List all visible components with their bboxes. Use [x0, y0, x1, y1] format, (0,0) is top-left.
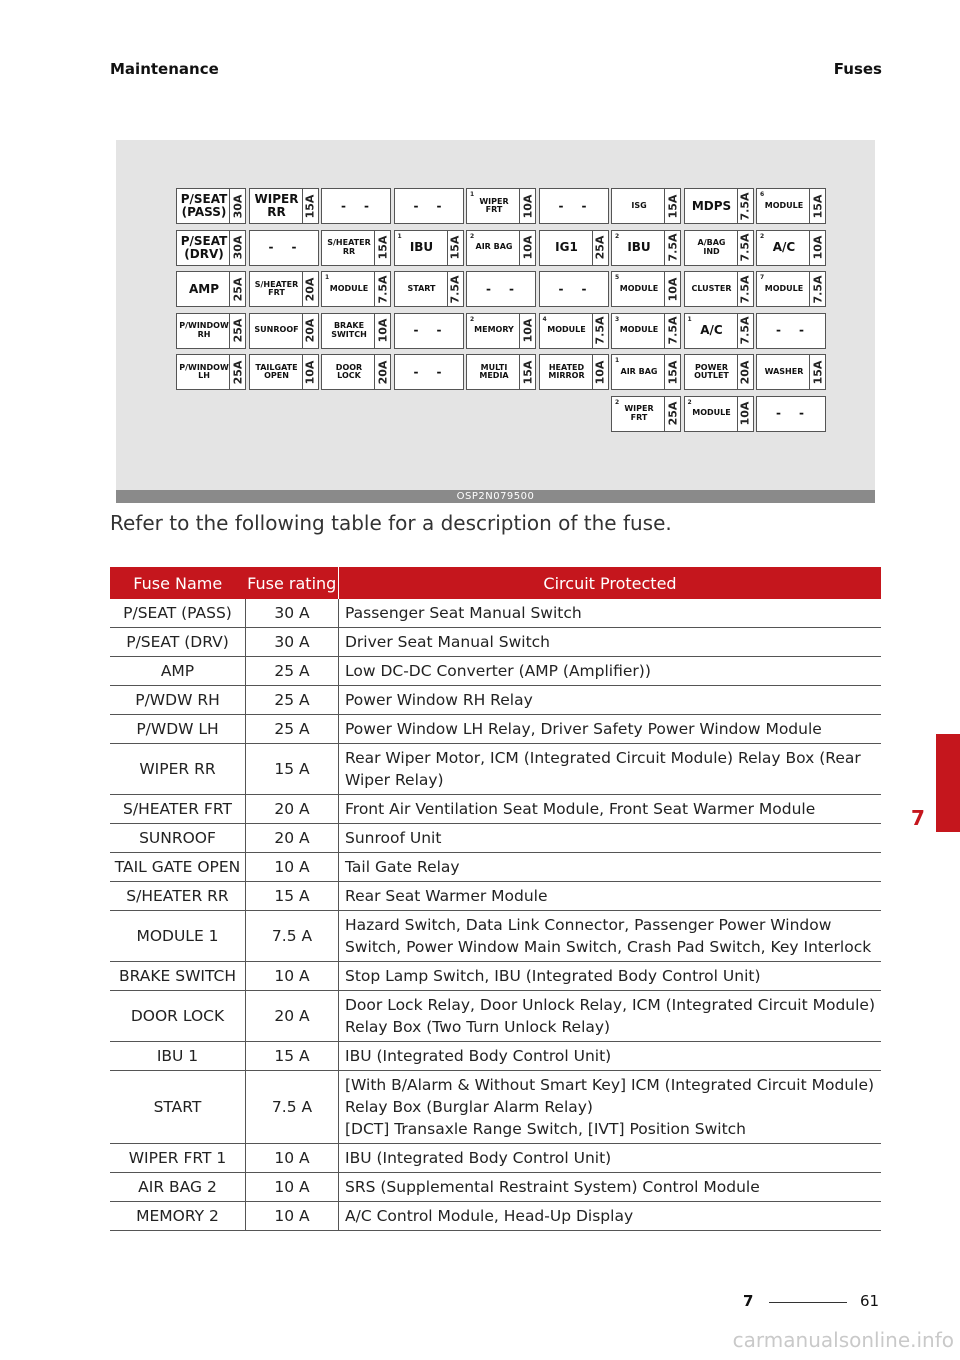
fuse-cell — [684, 271, 754, 307]
table-header-row — [110, 567, 881, 599]
watermark: carmanualsonline.info — [732, 1328, 954, 1352]
cell-fuse-rating: 30 A — [246, 599, 339, 628]
fuse-rating: 25A — [231, 360, 245, 384]
cell-circuit-protected: Power Window LH Relay, Driver Safety Power Window Module — [339, 715, 882, 744]
fuse-table — [110, 567, 881, 1231]
cell-circuit-protected: Tail Gate Relay — [339, 853, 882, 882]
cell-fuse-name: SUNROOF — [110, 824, 246, 853]
fuse-rating-box — [592, 314, 608, 348]
fuse-rating-box — [737, 397, 753, 431]
cell-fuse-rating: 20 A — [246, 991, 339, 1042]
fuse-cell — [684, 354, 754, 390]
fuse-rating-box — [519, 189, 535, 223]
fuse-name: START — [407, 283, 436, 293]
fuse-rating: 7.5A — [738, 275, 752, 303]
fuse-rating-box — [737, 272, 753, 306]
fuse-cell — [611, 230, 681, 266]
cell-fuse-name: MEMORY 2 — [110, 1202, 246, 1231]
cell-circuit-protected: Door Lock Relay, Door Unlock Relay, ICM (Integrated Circuit Module) Relay Box (Two Turn Unlock Relay) — [339, 991, 882, 1042]
fuse-index: 2 — [615, 232, 620, 240]
fuse-name: A/C — [700, 323, 723, 338]
fuse-rating-box — [302, 355, 318, 389]
fuse-rating-box — [374, 355, 390, 389]
fuse-name: MODULE — [619, 325, 659, 335]
fuse-name: S/HEATER FRT — [254, 279, 299, 297]
fuse-index: 6 — [760, 191, 765, 198]
fuse-name: -- — [341, 198, 387, 213]
fuse-name: -- — [558, 198, 605, 213]
fuse-rating: 20A — [376, 360, 390, 384]
cell-circuit-protected: Sunroof Unit — [339, 824, 882, 853]
fuse-rating: 7.5A — [593, 316, 607, 345]
fuse-name: IG1 — [555, 240, 578, 255]
table-row — [110, 1071, 881, 1144]
fuse-rating-box — [809, 231, 825, 265]
fuse-name: P/SEAT (PASS) — [180, 192, 228, 219]
fuse-name: BRAKE SWITCH — [331, 321, 367, 339]
fuse-rating: 10A — [666, 277, 680, 301]
fuse-cell — [466, 230, 536, 266]
cell-fuse-name: P/SEAT (PASS) — [110, 599, 246, 628]
cell-circuit-protected: [With B/Alarm & Without Smart Key] ICM (Integrated Circuit Module) Relay Box (Burglar Alarm Relay) [DCT] Transaxle Range Switch, [IVT] Position Switch — [339, 1071, 882, 1144]
fuse-rating: 15A — [811, 194, 825, 218]
cell-circuit-protected: Driver Seat Manual Switch — [339, 628, 882, 657]
fuse-name: MODULE — [764, 200, 804, 210]
fuse-name: MDPS — [691, 198, 732, 213]
table-row — [110, 853, 881, 882]
cell-fuse-rating: 10 A — [246, 1202, 339, 1231]
fuse-rating-box — [664, 231, 680, 265]
fuse-rating: 7.5A — [811, 275, 824, 303]
fuse-name: POWER OUTLET — [694, 362, 729, 380]
fuse-rating: 10A — [521, 235, 535, 260]
fuse-name: P/WINDOW RH — [179, 321, 229, 339]
fuse-name: -- — [413, 198, 460, 213]
fuse-name: AIR BAG — [475, 242, 513, 252]
cell-fuse-name: WIPER FRT 1 — [110, 1144, 246, 1173]
fuse-index: 2 — [760, 232, 765, 240]
fuse-name: P/SEAT (DRV) — [180, 233, 228, 261]
fuse-name: WIPER FRT — [479, 196, 509, 214]
fuse-cell — [756, 354, 826, 390]
cell-fuse-rating: 15 A — [246, 1042, 339, 1071]
fuse-rating-box — [302, 272, 318, 306]
cell-fuse-name: TAIL GATE OPEN — [110, 853, 246, 882]
table-row — [110, 911, 881, 962]
fuse-rating-box — [519, 314, 535, 348]
fuse-name: IBU — [409, 240, 434, 255]
table-row — [110, 715, 881, 744]
table-row — [110, 1042, 881, 1071]
fuse-name: -- — [486, 281, 532, 296]
header-fuse-rating: Fuse rating — [246, 567, 339, 599]
fuse-rating-box — [737, 231, 753, 265]
fuse-cell — [611, 188, 681, 224]
fuse-rating-box — [229, 355, 245, 389]
cell-fuse-rating: 20 A — [246, 824, 339, 853]
fuse-name: MODULE — [329, 283, 369, 293]
table-row — [110, 599, 881, 628]
chapter-side-number: 7 — [911, 806, 925, 830]
fuse-cell — [321, 230, 391, 266]
fuse-name: -- — [776, 323, 822, 338]
fuse-rating: 25A — [231, 318, 245, 343]
table-row — [110, 1202, 881, 1231]
fuse-rating: 15A — [448, 235, 462, 260]
cell-fuse-rating: 10 A — [246, 962, 339, 991]
fuse-cell — [684, 230, 754, 266]
cell-circuit-protected: Front Air Ventilation Seat Module, Front Seat Warmer Module — [339, 795, 882, 824]
fuse-index: 2 — [470, 232, 475, 240]
fuse-rating-box — [737, 355, 753, 389]
cell-fuse-rating: 20 A — [246, 795, 339, 824]
fuse-index: 5 — [615, 274, 620, 281]
fuse-rating: 7.5A — [448, 275, 462, 303]
fuse-cell — [539, 188, 609, 224]
cell-circuit-protected: Rear Wiper Motor, ICM (Integrated Circuit Module) Relay Box (Rear Wiper Relay) — [339, 744, 882, 795]
fuse-rating-box — [592, 231, 608, 265]
table-row — [110, 962, 881, 991]
fuse-rating-box — [664, 314, 680, 348]
fuse-cell — [394, 188, 464, 224]
fuse-name: MULTI MEDIA — [479, 362, 509, 380]
fuse-name: A/BAG IND — [697, 238, 726, 256]
fuse-cell — [684, 313, 754, 349]
cell-fuse-rating: 7.5 A — [246, 1071, 339, 1144]
fuse-rating: 10A — [738, 401, 752, 426]
footer-page-number: 61 — [860, 1292, 880, 1310]
fuse-rating: 30A — [231, 235, 245, 260]
fuse-cell — [539, 271, 609, 307]
fuse-name: AIR BAG — [620, 366, 658, 376]
fuse-index: 1 — [397, 232, 402, 240]
cell-fuse-rating: 7.5 A — [246, 911, 339, 962]
fuse-cell — [611, 354, 681, 390]
table-row — [110, 795, 881, 824]
fuse-cell — [249, 313, 319, 349]
fuse-rating-box — [519, 355, 535, 389]
fuse-name: AMP — [188, 281, 220, 296]
cell-fuse-name: DOOR LOCK — [110, 991, 246, 1042]
fuse-rating: 15A — [376, 235, 390, 260]
chapter-side-tab — [936, 734, 960, 832]
fuse-index: 2 — [470, 315, 475, 323]
fuse-rating-box — [229, 272, 245, 306]
fuse-rating: 10A — [811, 235, 825, 260]
fuse-cell — [611, 313, 681, 349]
cell-fuse-rating: 10 A — [246, 853, 339, 882]
fuse-rating: 10A — [593, 360, 607, 384]
fuse-cell — [684, 188, 754, 224]
cell-fuse-name: MODULE 1 — [110, 911, 246, 962]
fuse-box-diagram — [116, 140, 875, 503]
cell-fuse-name: AIR BAG 2 — [110, 1173, 246, 1202]
fuse-cell — [756, 188, 826, 224]
fuse-rating: 15A — [666, 194, 680, 218]
cell-circuit-protected: IBU (Integrated Body Control Unit) — [339, 1144, 882, 1173]
fuse-rating-box — [809, 355, 825, 389]
cell-circuit-protected: Hazard Switch, Data Link Connector, Passenger Power Window Switch, Power Window Main Switch, Crash Pad Switch, Key Interlock — [339, 911, 882, 962]
table-row — [110, 1173, 881, 1202]
section-title: Maintenance — [110, 60, 219, 78]
fuse-cell — [394, 313, 464, 349]
cell-circuit-protected: Passenger Seat Manual Switch — [339, 599, 882, 628]
fuse-name: -- — [413, 323, 460, 338]
fuse-rating-box — [374, 272, 390, 306]
fuse-rating-box — [447, 231, 463, 265]
fuse-rating: 15A — [811, 360, 825, 384]
fuse-rating: 15A — [666, 360, 680, 384]
cell-fuse-name: S/HEATER FRT — [110, 795, 246, 824]
fuse-rating: 7.5A — [738, 233, 752, 262]
fuse-name: MODULE — [619, 283, 659, 293]
fuse-rating: 7.5A — [738, 192, 752, 220]
cell-circuit-protected: Power Window RH Relay — [339, 686, 882, 715]
fuse-cell — [394, 230, 464, 266]
fuse-cell — [176, 354, 246, 390]
fuse-rating-box — [664, 189, 680, 223]
fuse-name: DOOR LOCK — [335, 362, 363, 380]
cell-fuse-name: WIPER RR — [110, 744, 246, 795]
fuse-rating: 7.5A — [376, 275, 389, 303]
fuse-rating-box — [809, 189, 825, 223]
footer-divider — [769, 1302, 847, 1303]
fuse-cell — [321, 271, 391, 307]
fuse-cell — [756, 313, 826, 349]
table-row — [110, 991, 881, 1042]
fuse-name: MODULE — [692, 408, 731, 418]
fuse-rating: 25A — [593, 235, 607, 260]
fuse-name: SUNROOF — [254, 325, 299, 335]
cell-fuse-rating: 10 A — [246, 1173, 339, 1202]
fuse-rating-box — [664, 355, 680, 389]
fuse-rating: 15A — [521, 360, 535, 384]
fuse-rating-box — [809, 272, 825, 306]
fuse-index: 4 — [542, 315, 547, 323]
fuse-cell — [684, 396, 754, 432]
fuse-cell — [756, 396, 826, 432]
fuse-rating-box — [229, 314, 245, 348]
fuse-name: A/C — [772, 240, 796, 255]
fuse-name: WIPER FRT — [624, 404, 654, 422]
fuse-rating-box — [374, 231, 390, 265]
cell-fuse-rating: 25 A — [246, 657, 339, 686]
fuse-rating: 7.5A — [666, 233, 679, 262]
header-fuse-name: Fuse Name — [110, 567, 246, 599]
cell-fuse-name: S/HEATER RR — [110, 882, 246, 911]
fuse-rating-box — [737, 314, 753, 348]
fuse-rating: 10A — [376, 318, 390, 343]
fuse-cell — [176, 230, 246, 266]
fuse-index: 7 — [760, 274, 765, 281]
fuse-cell — [394, 354, 464, 390]
fuse-index: 3 — [615, 315, 620, 323]
fuse-rating-box — [447, 272, 463, 306]
footer-chapter: 7 — [743, 1292, 754, 1310]
fuse-rating-box — [664, 397, 680, 431]
fuse-name: TAILGATE OPEN — [255, 362, 298, 380]
fuse-rating-box — [664, 272, 680, 306]
fuse-cell — [611, 396, 681, 432]
cell-fuse-name: P/WDW RH — [110, 686, 246, 715]
table-row — [110, 628, 881, 657]
fuse-name: -- — [558, 281, 605, 296]
fuse-rating-box — [302, 189, 318, 223]
fuse-cell — [249, 271, 319, 307]
fuse-cell — [176, 188, 246, 224]
intro-text: Refer to the following table for a description of the fuse. — [110, 511, 672, 535]
fuse-name: WASHER — [764, 366, 804, 376]
cell-fuse-rating: 10 A — [246, 1144, 339, 1173]
diagram-ref-code: OSP2N079500 — [116, 490, 875, 503]
fuse-name: CLUSTER — [691, 283, 732, 293]
fuse-cell — [756, 230, 826, 266]
fuse-cell — [394, 271, 464, 307]
cell-fuse-rating: 15 A — [246, 744, 339, 795]
fuse-rating: 10A — [521, 318, 535, 343]
cell-fuse-name: BRAKE SWITCH — [110, 962, 246, 991]
fuse-name: P/WINDOW LH — [179, 362, 229, 380]
cell-fuse-name: P/WDW LH — [110, 715, 246, 744]
fuse-index: 1 — [325, 274, 330, 281]
cell-fuse-rating: 25 A — [246, 715, 339, 744]
cell-fuse-rating: 15 A — [246, 882, 339, 911]
fuse-cell — [249, 354, 319, 390]
fuse-rating-box — [229, 231, 245, 265]
fuse-cell — [176, 313, 246, 349]
fuse-name: IBU — [627, 240, 651, 255]
fuse-rating: 7.5A — [666, 316, 679, 345]
fuse-name: -- — [268, 240, 315, 255]
fuse-cell — [176, 271, 246, 307]
fuse-rating-box — [229, 189, 245, 223]
fuse-index: 2 — [687, 398, 692, 406]
fuse-cell — [321, 188, 391, 224]
table-row — [110, 882, 881, 911]
fuse-index: 2 — [615, 398, 620, 406]
fuse-rating-box — [374, 314, 390, 348]
fuse-rating-box — [302, 314, 318, 348]
fuse-index: 1 — [687, 315, 692, 323]
cell-circuit-protected: Low DC-DC Converter (AMP (Amplifier)) — [339, 657, 882, 686]
fuse-rating: 20A — [738, 360, 752, 384]
fuse-cell — [321, 313, 391, 349]
fuse-name: MODULE — [764, 283, 804, 293]
cell-circuit-protected: A/C Control Module, Head-Up Display — [339, 1202, 882, 1231]
fuse-index: 1 — [615, 357, 620, 364]
fuse-cell — [249, 230, 319, 266]
fuse-rating: 20A — [303, 277, 317, 301]
fuse-cell — [466, 188, 536, 224]
fuse-cell — [756, 271, 826, 307]
table-row — [110, 686, 881, 715]
cell-circuit-protected: Stop Lamp Switch, IBU (Integrated Body Control Unit) — [339, 962, 882, 991]
table-row — [110, 1144, 881, 1173]
fuse-name: -- — [776, 406, 822, 421]
cell-fuse-name: IBU 1 — [110, 1042, 246, 1071]
cell-circuit-protected: Rear Seat Warmer Module — [339, 882, 882, 911]
fuse-rating: 25A — [666, 401, 680, 426]
cell-circuit-protected: SRS (Supplemental Restraint System) Control Module — [339, 1173, 882, 1202]
fuse-name: ISG — [631, 200, 647, 210]
fuse-index: 1 — [470, 191, 475, 198]
header-circuit-protected: Circuit Protected — [339, 567, 882, 599]
fuse-name: MEMORY — [474, 325, 514, 335]
fuse-rating: 30A — [231, 194, 245, 218]
fuse-cell — [466, 313, 536, 349]
fuse-rating: 25A — [231, 277, 245, 301]
fuse-cell — [466, 271, 536, 307]
fuse-rating: 7.5A — [738, 316, 752, 345]
cell-fuse-name: START — [110, 1071, 246, 1144]
fuse-rating: 10A — [303, 360, 317, 384]
cell-fuse-rating: 25 A — [246, 686, 339, 715]
fuse-rating: 15A — [303, 194, 317, 218]
fuse-name: -- — [413, 364, 460, 379]
fuse-rating: 10A — [521, 194, 535, 218]
fuse-cell — [249, 188, 319, 224]
fuse-cell — [611, 271, 681, 307]
cell-fuse-rating: 30 A — [246, 628, 339, 657]
fuse-cell — [539, 313, 609, 349]
fuse-name: WIPER RR — [254, 192, 299, 219]
table-row — [110, 657, 881, 686]
fuse-rating: 20A — [303, 318, 317, 343]
fuse-cell — [466, 354, 536, 390]
fuse-name: MODULE — [547, 325, 586, 335]
table-row — [110, 824, 881, 853]
fuse-rating-box — [519, 231, 535, 265]
fuse-cell — [539, 354, 609, 390]
topic-title: Fuses — [833, 60, 882, 78]
fuse-name: S/HEATER RR — [327, 238, 371, 256]
fuse-name: HEATED MIRROR — [548, 362, 585, 380]
fuse-cell — [539, 230, 609, 266]
fuse-cell — [321, 354, 391, 390]
cell-circuit-protected: IBU (Integrated Body Control Unit) — [339, 1042, 882, 1071]
cell-fuse-name: AMP — [110, 657, 246, 686]
cell-fuse-name: P/SEAT (DRV) — [110, 628, 246, 657]
fuse-rating-box — [592, 355, 608, 389]
table-row — [110, 744, 881, 795]
fuse-rating-box — [737, 189, 753, 223]
